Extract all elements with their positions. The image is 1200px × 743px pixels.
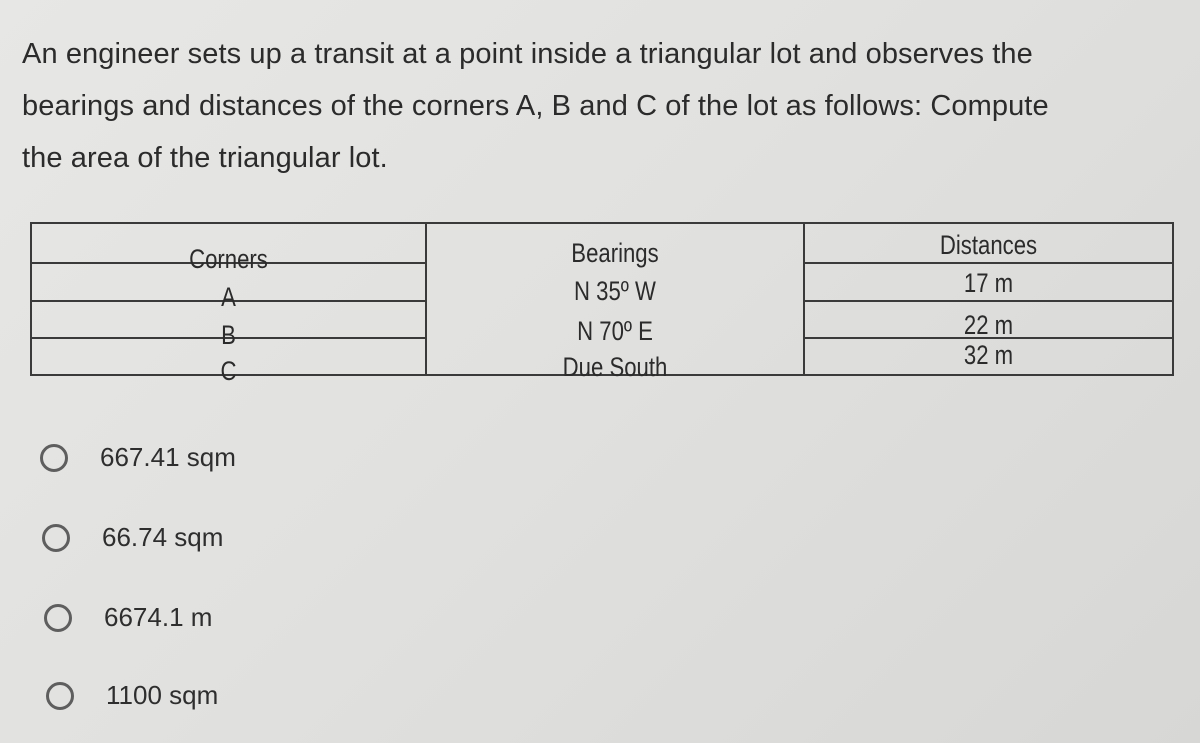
- radio-button[interactable]: [40, 444, 68, 472]
- cell-distance-a: 17 m: [963, 268, 1014, 298]
- option-label: 1100 sqm: [106, 680, 219, 710]
- question-line-1: An engineer sets up a transit at a point inside a triangular lot and observes the: [22, 38, 1033, 70]
- cell-corner-a: A: [221, 282, 236, 312]
- question-text: [22, 28, 1182, 184]
- bearings-column: [427, 224, 805, 382]
- option-66-74[interactable]: [42, 522, 223, 553]
- option-6674-1[interactable]: [44, 602, 212, 633]
- radio-button[interactable]: [46, 682, 74, 710]
- option-label: 6674.1 m: [104, 602, 213, 632]
- table-rule: [805, 262, 1172, 264]
- option-label: 667.41 sqm: [100, 442, 236, 472]
- cell-distance-c: 32 m: [963, 340, 1014, 370]
- option-label: 66.74 sqm: [102, 522, 224, 552]
- corners-table: [30, 222, 1174, 386]
- cell-distance-b: 22 m: [963, 310, 1014, 340]
- header-corners: Corners: [189, 244, 268, 274]
- corners-column: [32, 224, 427, 386]
- header-bearings: Bearings: [571, 238, 659, 268]
- option-1100[interactable]: [46, 680, 218, 711]
- radio-button[interactable]: [42, 524, 70, 552]
- cell-bearing-c: Due South: [562, 352, 668, 382]
- header-distances: Distances: [939, 230, 1038, 260]
- cell-corner-c: C: [220, 356, 237, 386]
- table-rule: [805, 300, 1172, 302]
- question-line-2: bearings and distances of the corners A, B and C of the lot as follows: Compute: [22, 90, 1049, 122]
- option-667-41[interactable]: [40, 442, 236, 473]
- distances-column: [805, 224, 1172, 374]
- cell-bearing-a: N 35º W: [574, 276, 656, 306]
- radio-button[interactable]: [44, 604, 72, 632]
- cell-bearing-b: N 70º E: [577, 316, 653, 346]
- question-line-3: the area of the triangular lot.: [22, 142, 388, 174]
- cell-corner-b: B: [221, 320, 236, 350]
